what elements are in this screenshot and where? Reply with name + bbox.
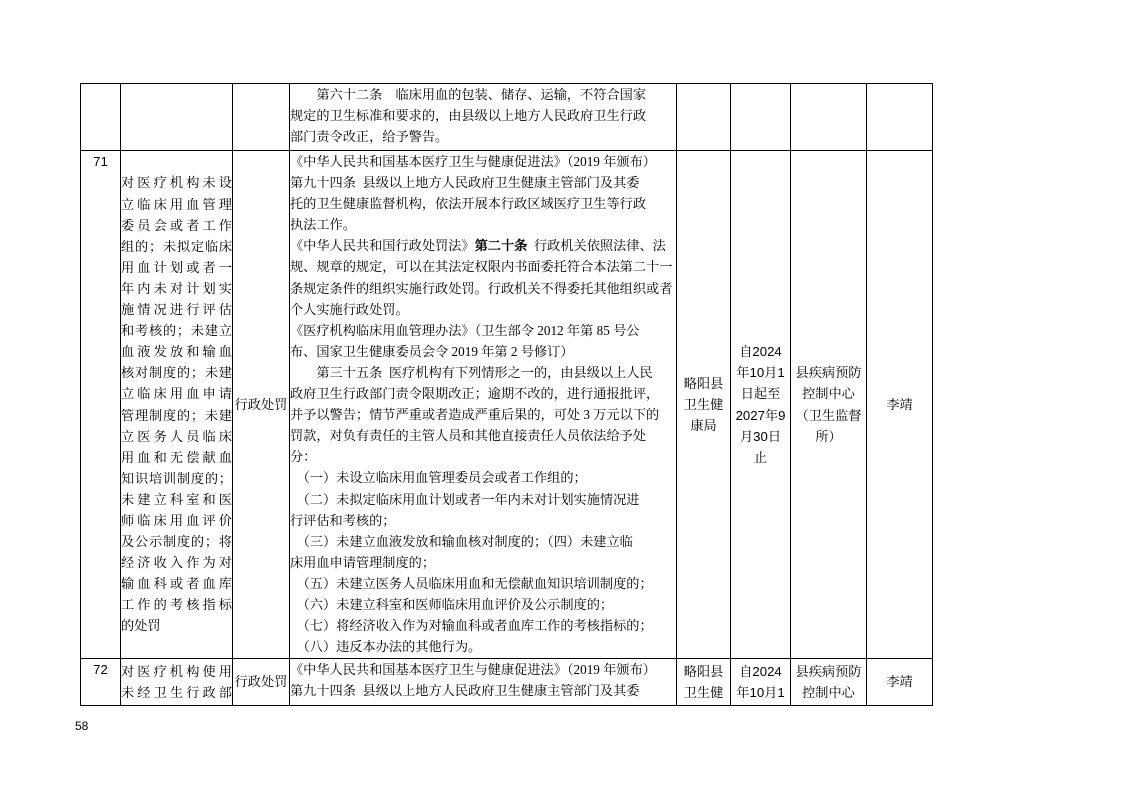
item-line: 经济收入作为对 — [121, 555, 232, 571]
empty-cell — [81, 84, 121, 151]
legal-basis-line: 分： — [290, 449, 317, 465]
legal-basis-line: 第三十五条 医疗机构有下列情形之一的，由县级以上人民 — [290, 364, 653, 380]
type-cell — [233, 659, 290, 706]
department-text — [677, 661, 730, 703]
legal-basis-line: 部门责令改正，给予警告。 — [290, 129, 449, 145]
item-line: 血液发放和输血 — [121, 344, 232, 360]
period-text — [731, 661, 790, 703]
agency-line: 县疾病预防 — [795, 365, 862, 381]
table-row — [81, 151, 933, 659]
legal-basis-text — [290, 151, 676, 657]
item-line: 用血和无偿献血 — [121, 449, 232, 465]
legal-basis-text — [290, 659, 676, 701]
item-cell — [121, 151, 233, 659]
item-line: 委员会或者工作 — [121, 217, 232, 233]
item-line: 管理制度的；未建 — [121, 407, 232, 423]
agency-line: 县疾病预防 — [795, 663, 862, 679]
type-cell — [233, 151, 290, 659]
item-line: 核对制度的；未建 — [121, 365, 232, 381]
department-line: 卫生健 — [683, 396, 724, 412]
legal-basis-line: （三）未建立血液发放和输血核对制度的；（四）未建立临 — [290, 533, 633, 549]
legal-basis-line: （六）未建立科室和医师临床用血评价及公示制度的； — [290, 596, 614, 612]
legal-basis-line: 《中华人民共和国基本医疗卫生与健康促进法》（2019 年颁布） — [290, 154, 656, 169]
legal-basis-line: 行评估和考核的； — [290, 512, 396, 528]
period-line: 止 — [753, 449, 768, 465]
item-line: 对医疗机构未设 — [121, 175, 232, 191]
agency-cell — [791, 659, 867, 706]
legal-basis-line: 政府卫生行政部门责令限期改正；逾期不改的，进行通报批评， — [290, 386, 660, 402]
agency-line: 控制中心 — [802, 685, 855, 700]
row-number: 71 — [93, 154, 108, 169]
department-cell — [677, 151, 731, 659]
item-line: 未经卫生行政部 — [121, 685, 232, 700]
text-segment: 行政机关依照法律、法 — [527, 238, 666, 254]
legal-basis-line: 第九十四条 县级以上地方人民政府卫生健康主管部门及其委 — [290, 683, 640, 699]
item-line: 施情况进行评估 — [121, 302, 232, 318]
agency-cell — [791, 151, 867, 659]
row-number-cell — [81, 151, 121, 659]
period-line: 月30日 — [739, 428, 782, 444]
agency-line: 控制中心 — [802, 386, 855, 402]
period-line: 年10月1 — [736, 685, 785, 700]
item-line: 工作的考核指标 — [121, 597, 232, 613]
legal-basis-line: 规、规章的规定，可以在其法定权限内书面委托符合本法第二十一 — [290, 259, 673, 275]
item-line: 师临床用血评价 — [121, 512, 232, 528]
item-line: 的处罚 — [121, 618, 161, 634]
period-line: 2027年9 — [735, 407, 786, 423]
item-line: 立临床用血申请 — [121, 386, 232, 402]
department-line: 略阳县 — [683, 663, 724, 679]
item-line: 对医疗机构使用 — [121, 663, 232, 679]
item-line: 和考核的；未建立 — [121, 323, 232, 339]
administrative-penalty-table — [80, 83, 933, 706]
item-line: 用血计划或者一 — [121, 259, 232, 275]
empty-cell — [121, 84, 233, 151]
legal-basis-line: （八）违反本办法的其他行为。 — [290, 639, 482, 655]
empty-cell — [677, 84, 731, 151]
period-text — [731, 341, 790, 468]
row-number-cell — [81, 659, 121, 706]
period-line: 自2024 — [739, 344, 782, 360]
agency-line: 所） — [815, 428, 842, 444]
item-line: 立医务人员临床 — [121, 428, 232, 444]
department-text — [677, 373, 730, 436]
item-text — [121, 172, 232, 636]
department-line: 卫生健 — [683, 685, 724, 700]
item-line: 输血科或者血库 — [121, 576, 232, 592]
period-line: 自2024 — [739, 663, 782, 679]
legal-basis-line: （二）未拟定临床用血计划或者一年内未对计划实施情况进 — [290, 491, 640, 507]
responsible-person: 李靖 — [886, 396, 913, 412]
responsible-person: 李靖 — [886, 674, 913, 690]
legal-basis-line: 个人实施行政处罚。 — [290, 301, 409, 317]
period-line: 日起至 — [740, 386, 781, 402]
agency-line: （卫生监督 — [795, 407, 862, 423]
item-line: 未建立科室和医 — [121, 491, 232, 507]
legal-basis-line: 《医疗机构临床用血管理办法》（卫生部令 2012 年第 85 号公 — [290, 322, 640, 338]
legal-basis-line: 执法工作。 — [290, 217, 356, 233]
text-segment: 《中华人民共和国行政处罚法》 — [290, 238, 475, 254]
legal-basis-line: 布、国家卫生健康委员会令 2019 年第 2 号修订） — [290, 343, 574, 359]
legal-basis-line: 第六十二条 临床用血的包装、储存、运输，不符合国家 — [290, 87, 647, 102]
table-row — [81, 659, 933, 706]
legal-basis-line: 《中华人民共和国基本医疗卫生与健康促进法》（2019 年颁布） — [290, 662, 656, 677]
period-cell — [731, 151, 791, 659]
department-cell — [677, 659, 731, 706]
period-cell — [731, 659, 791, 706]
agency-text — [791, 661, 866, 703]
legal-basis-line — [290, 235, 676, 256]
legal-basis-line: 第九十四条 县级以上地方人民政府卫生健康主管部门及其委 — [290, 175, 640, 191]
legal-basis-line: 床用血申请管理制度的； — [290, 554, 436, 570]
penalty-type: 行政处罚 — [234, 396, 288, 412]
legal-basis-line: （五）未建立医务人员临床用血和无偿献血知识培训制度的； — [290, 575, 653, 591]
department-line: 略阳县 — [683, 375, 724, 391]
legal-basis-line: 条规定条件的组织实施行政处罚。行政机关不得委托其他组织或者 — [290, 280, 673, 296]
item-line: 立临床用血管理 — [121, 196, 232, 212]
item-line: 及公示制度的；将 — [121, 534, 232, 550]
item-cell — [121, 659, 233, 706]
legal-basis-line: （七）将经济收入作为对输血科或者血库工作的考核指标的； — [290, 618, 653, 634]
legal-basis-cell — [290, 84, 677, 151]
item-text — [121, 661, 232, 703]
bold-article-number: 第二十条 — [474, 238, 528, 254]
legal-basis-line: （一）未设立临床用血管理委员会或者工作组的； — [290, 470, 587, 486]
department-line: 康局 — [690, 418, 717, 434]
row-number: 72 — [93, 662, 108, 677]
page-number: 58 — [75, 719, 89, 733]
agency-text — [791, 362, 866, 446]
legal-basis-text — [290, 84, 676, 147]
legal-basis-line: 罚款，对负有责任的主管人员和其他直接责任人员依法给予处 — [290, 428, 647, 444]
legal-basis-line: 托的卫生健康监督机构，依法开展本行政区域医疗卫生等行政 — [290, 196, 647, 212]
legal-basis-cell — [290, 659, 677, 706]
penalty-type: 行政处罚 — [234, 674, 288, 690]
legal-basis-line: 规定的卫生标准和要求的，由县级以上地方人民政府卫生行政 — [290, 108, 647, 124]
person-cell — [867, 151, 933, 659]
empty-cell — [791, 84, 867, 151]
period-line: 年10月1 — [736, 365, 785, 381]
legal-basis-cell — [290, 151, 677, 659]
person-cell — [867, 659, 933, 706]
legal-basis-line: 并予以警告；情节严重或者造成严重后果的，可处 3 万元以下的 — [290, 407, 660, 423]
item-line: 组的；未拟定临床 — [121, 238, 232, 254]
table-row — [81, 84, 933, 151]
empty-cell — [233, 84, 290, 151]
empty-cell — [867, 84, 933, 151]
item-line: 年内未对计划实 — [121, 280, 232, 296]
item-line: 知识培训制度的； — [121, 470, 232, 486]
empty-cell — [731, 84, 791, 151]
